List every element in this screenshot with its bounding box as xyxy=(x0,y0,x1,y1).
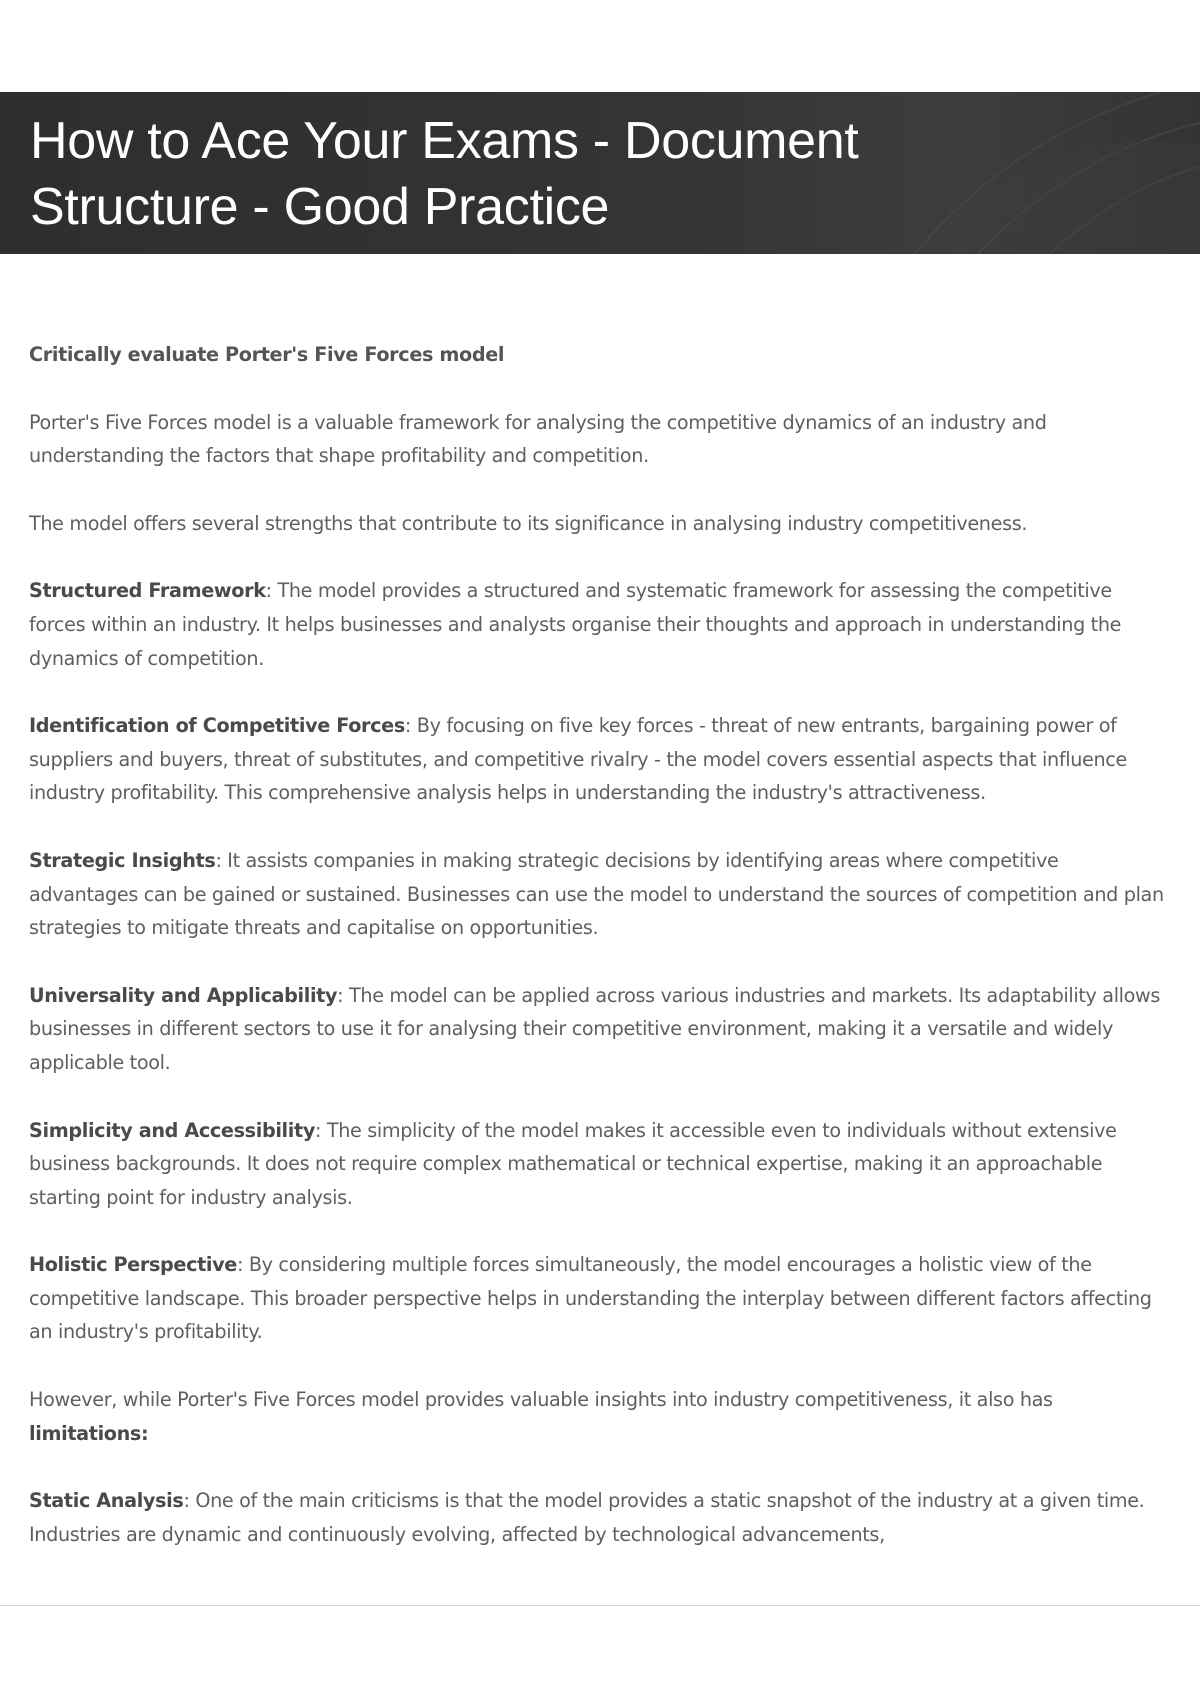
strength-text: : It assists companies in making strategic decisions by identifying areas where competitive advantages can be gained or sustained. Businesses can use the model to understand the sources of competition and plan strategies to mitigate threats and capitalise on opportunities. xyxy=(29,848,1164,940)
document-body xyxy=(29,338,1169,1585)
question-heading: Critically evaluate Porter's Five Forces model xyxy=(29,343,505,366)
strength-paragraph xyxy=(29,979,1169,1080)
strength-label: Simplicity and Accessibility xyxy=(29,1118,315,1142)
strength-label: Identification of Competitive Forces xyxy=(29,714,405,738)
limitation-label: Static Analysis xyxy=(29,1489,184,1513)
strength-paragraph xyxy=(29,1114,1169,1215)
strength-label: Strategic Insights xyxy=(29,848,216,872)
strength-label: Universality and Applicability xyxy=(29,983,338,1007)
strength-text: : The simplicity of the model makes it accessible even to individuals without extensive business backgrounds. It does not require complex mathematical or technical expertise, making it an approachable starting point for industry analysis. xyxy=(29,1118,1117,1209)
page-bottom-divider xyxy=(0,1605,1200,1606)
strength-text: : By focusing on five key forces - threat of new entrants, bargaining power of suppliers and buyers, threat of substitutes, and competitive rivalry - the model covers essential aspects that influence industry profitability. This comprehensive analysis helps in understanding the industry's attractiveness. xyxy=(29,714,1127,805)
title-banner xyxy=(0,92,1200,254)
strength-text: : The model can be applied across various industries and markets. Its adaptability allows businesses in different sectors to use it for analysing their competitive environment, making it a versatile and widely applicable tool. xyxy=(29,983,1161,1074)
limitation-text: : One of the main criticisms is that the model provides a static snapshot of the industry at a given time. Industries are dynamic and continuously evolving, affected by technological advancements, xyxy=(29,1489,1145,1546)
strength-paragraph xyxy=(29,709,1169,810)
transition-paragraph xyxy=(29,1383,1169,1450)
strength-paragraph xyxy=(29,574,1169,675)
strength-label: Holistic Perspective xyxy=(29,1253,237,1277)
intro-paragraph: The model offers several strengths that contribute to its significance in analysing industry competitiveness. xyxy=(29,511,1028,535)
strength-paragraph xyxy=(29,1248,1169,1349)
intro-paragraph: Porter's Five Forces model is a valuable framework for analysing the competitive dynamics of an industry and understanding the factors that shape profitability and competition. xyxy=(29,410,1047,468)
strength-text: : By considering multiple forces simultaneously, the model encourages a holistic view of the competitive landscape. This broader perspective helps in understanding the interplay between different factors affecting an industry's profitability. xyxy=(29,1253,1152,1344)
transition-text: However, while Porter's Five Forces model provides valuable insights into industry competitiveness, it also has xyxy=(29,1388,1053,1412)
page-title: How to Ace Your Exams - Document Structure - Good Practice xyxy=(30,112,859,236)
strength-label: Structured Framework xyxy=(29,579,266,603)
limitation-paragraph xyxy=(29,1484,1169,1551)
strength-text: : The model provides a structured and systematic framework for assessing the competitive forces within an industry. It helps businesses and analysts organise their thoughts and approach in understanding the dynamics of competition. xyxy=(29,579,1122,670)
strength-paragraph xyxy=(29,844,1169,945)
limitations-label: limitations: xyxy=(29,1421,149,1445)
